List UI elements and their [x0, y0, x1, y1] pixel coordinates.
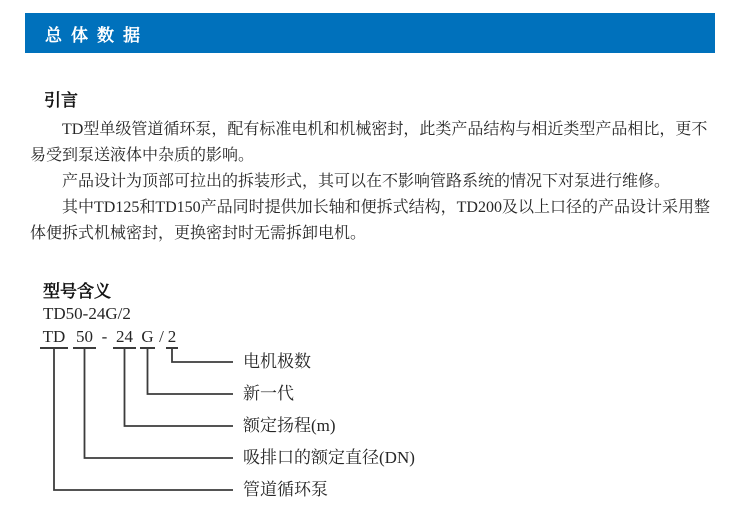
model-part-slash: /	[159, 327, 164, 346]
model-part-24: 24	[113, 327, 136, 349]
callout-line-head	[125, 348, 234, 426]
section-banner	[25, 13, 715, 53]
model-meaning-heading: 型号含义	[43, 282, 111, 301]
model-meaning-section	[40, 277, 560, 502]
model-code-diagram	[40, 327, 520, 502]
section-banner-title: 总体数据	[45, 25, 149, 45]
callout-line-pole-count	[172, 348, 233, 362]
callout-label-diameter: 吸排口的额定直径(DN)	[243, 448, 415, 467]
callout-label-pump-type: 管道循环泵	[243, 480, 328, 499]
intro-paragraph-3: 其中TD125和TD150产品同时提供加长轴和便拆式结构，TD200及以上口径的产品设计采用整体便拆式机械密封，更换密封时无需拆卸电机。	[30, 199, 710, 242]
callout-line-diameter	[85, 348, 234, 458]
intro-section	[30, 86, 722, 247]
callout-line-generation	[148, 348, 234, 394]
callout-lines	[40, 327, 360, 502]
model-part-td: TD	[40, 327, 68, 349]
model-number-full: TD50-24G/2	[43, 304, 131, 323]
intro-heading: 引言	[44, 91, 78, 110]
callout-line-pump-type	[54, 348, 233, 490]
intro-paragraph-1: TD型单级管道循环泵，配有标准电机和机械密封，此类产品结构与相近类型产品相比，更不易受到泵送液体中杂质的影响。	[30, 121, 708, 164]
model-part-2: 2	[166, 327, 178, 349]
callout-label-generation: 新一代	[243, 384, 294, 403]
intro-paragraph-2: 产品设计为顶部可拉出的拆装形式，其可以在不影响管路系统的情况下对泵进行维修。	[62, 173, 671, 190]
callout-label-pole-count: 电机极数	[243, 352, 311, 371]
model-part-hyphen: -	[101, 327, 108, 346]
model-part-g: G	[140, 327, 155, 349]
model-part-50: 50	[73, 327, 96, 349]
callout-label-head: 额定扬程(m)	[243, 416, 336, 435]
